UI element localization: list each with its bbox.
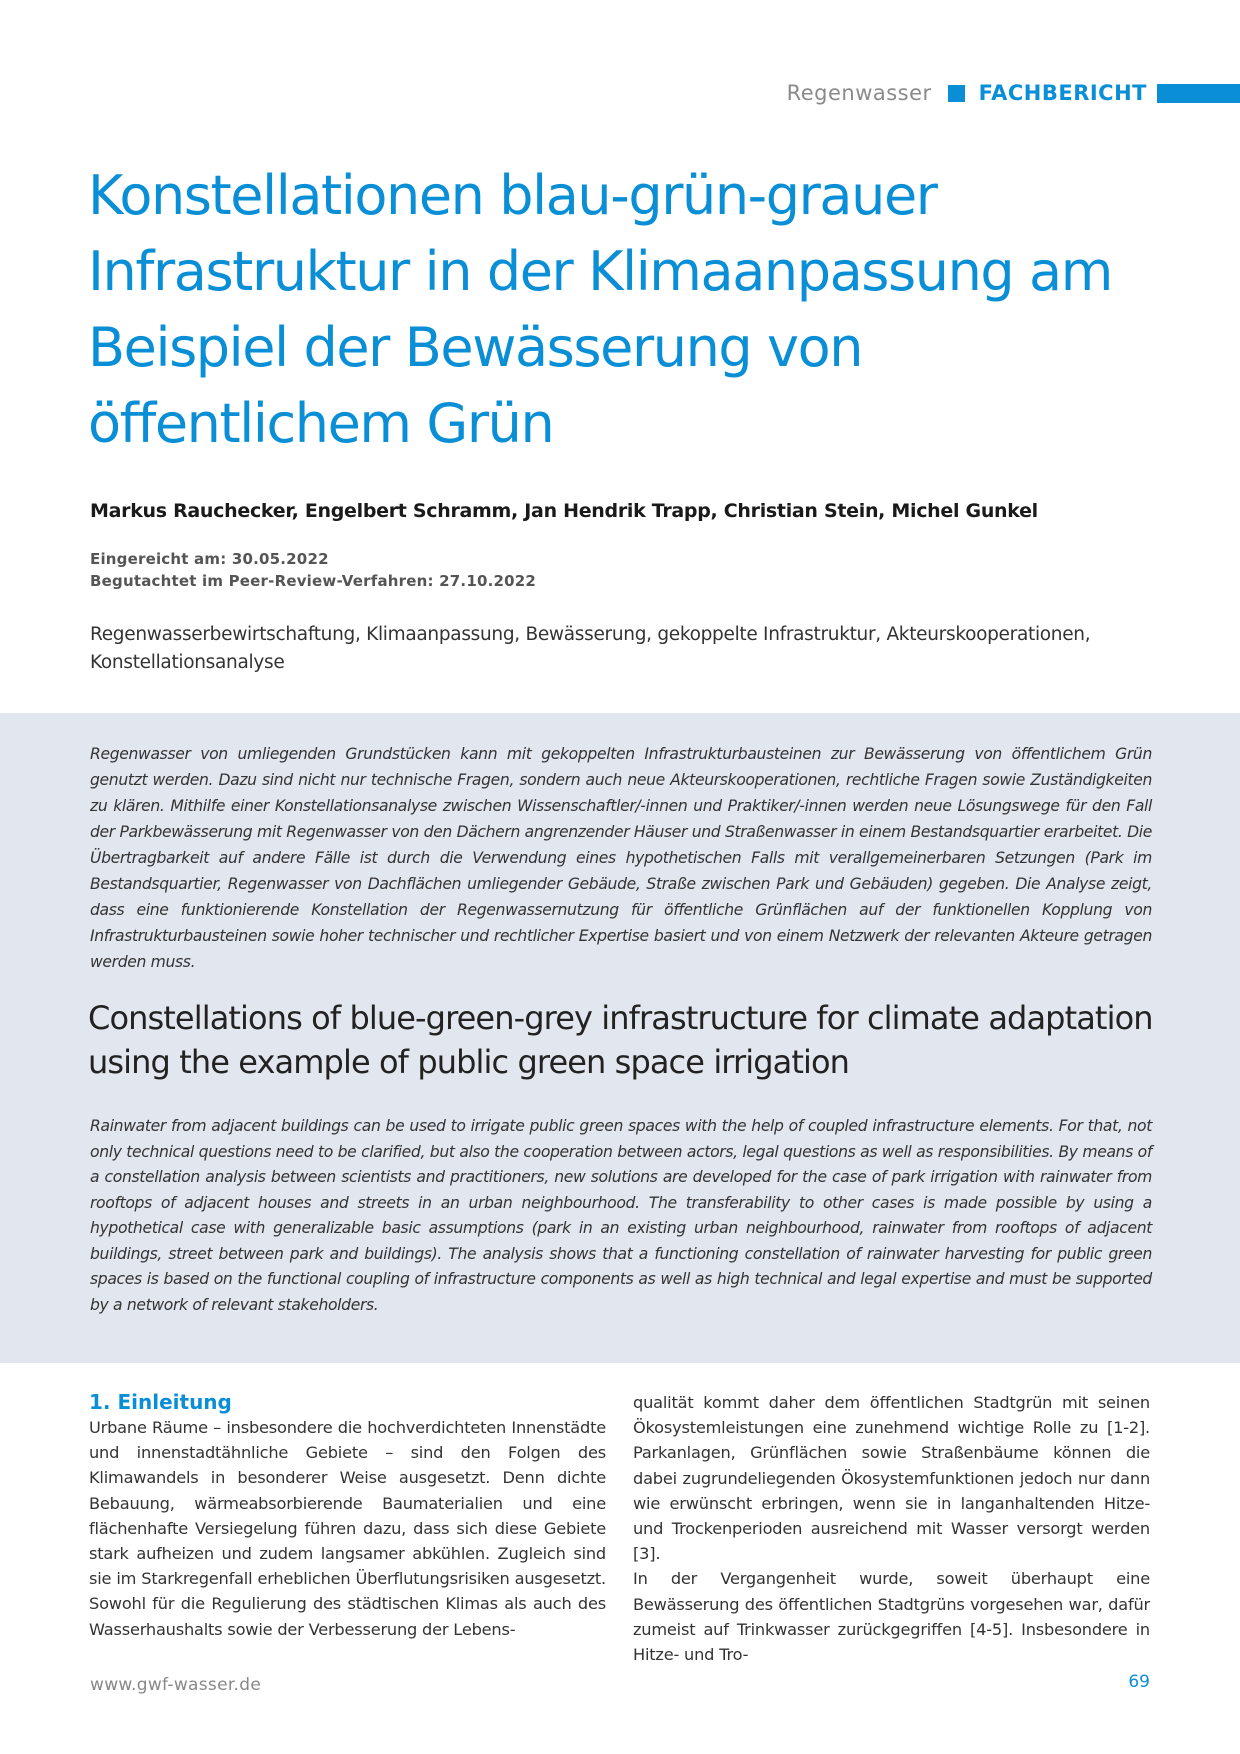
english-title: Constellations of blue-green-grey infrastructure for climate adaptation using the example of public green space irrigation [88,999,1153,1081]
page-number: 69 [1128,1672,1150,1692]
section-heading: 1. Einleitung [89,1390,232,1414]
reviewed-date: Begutachtet im Peer-Review-Verfahren: 27.10.2022 [90,572,537,590]
body-paragraph: Urbane Räume – insbesondere die hochverdichteten Innenstädte und innenstadtähnliche Gebiete – sind den Folgen des Klimawandels in besonderer Weise ausgesetzt. Denn dichte Bebauung, wärmeabsorbierende Baumaterialien und eine flächenhafte Versiegelung führen dazu, dass sich diese Gebiete stark aufheizen und zudem langsamer abkühlen. Zugleich sind sie im Starkregenfall erheblichen Überflutungsrisiken ausgesetzt. Sowohl für die Regulierung des städtischen Klimas als auch des Wasserhaushalts sowie der Verbesserung der Lebens- [89,1418,606,1639]
body-paragraph: In der Vergangenheit wurde, soweit überhaupt eine Bewässerung des öffentlichen Stadtgrüns vorgesehen war, dafür zumeist auf Trinkwasser zurückgegriffen [4-5]. Insbesondere in Hitze- und Tro- [633,1569,1150,1665]
article-title: Konstellationen blau-grün-grauer Infrastruktur in der Klimaanpassung am Beispiel der Bewässerung von öffentlichem Grün [88,164,1112,455]
running-header [787,80,1240,106]
header-accent-bar [1157,84,1240,103]
submitted-date: Eingereicht am: 30.05.2022 [90,550,329,568]
body-column-right [633,1390,1150,1667]
header-square-icon [948,85,965,102]
authors: Markus Rauchecker, Engelbert Schramm, Jan Hendrik Trapp, Christian Stein, Michel Gunkel [90,500,1038,522]
header-section: Regenwasser [786,81,932,105]
abstract-english: Rainwater from adjacent buildings can be used to irrigate public green spaces with the help of coupled infrastructure elements. For that, not only technical questions need to be clarified, but also the cooperation between actors, legal questions as well as responsibilities. By means of a constellation analysis between scientists and practitioners, new solutions are developed for the case of park irrigation with rainwater from rooftops of adjacent houses and streets in an urban neighbourhood. The transferability to other cases is made possible by using a hypothetical case with generalizable basic assumptions (park in an existing urban neighbourhood, rainwater from rooftops of adjacent buildings, street between park and buildings). The analysis shows that a functioning constellation of rainwater harvesting for public green spaces is based on the functional coupling of infrastructure components as well as high technical and legal expertise and must be supported by a network of relevant stakeholders. [90,1117,1152,1314]
keywords: Regenwasserbewirtschaftung, Klimaanpassung, Bewässerung, gekoppelte Infrastruktur, Akteurskooperationen, Konstellationsanalyse [90,624,1091,673]
footer-url: www.gwf-wasser.de [90,1675,262,1695]
abstract-german: Regenwasser von umliegenden Grundstücken kann mit gekoppelten Infrastrukturbausteinen zur Bewässerung von öffentlichem Grün genutzt werden. Dazu sind nicht nur technische Fragen, sondern auch neue Akteurskooperationen, rechtliche Fragen sowie Zuständigkeiten zu klären. Mithilfe einer Konstellationsanalyse zwischen Wissenschaftler/-innen und Praktiker/-innen werden neue Lösungswege für den Fall der Parkbewässerung mit Regenwasser von den Dächern angrenzender Häuser und Straßenwasser in einem Bestandsquartier erarbeitet. Die Übertragbarkeit auf andere Fälle ist durch die Verwendung eines hypothetischen Falls mit verallgemeinerbaren Setzungen (Park im Bestandsquartier, Regenwasser von Dachflächen umliegender Gebäude, Straße zwischen Park und Gebäuden) gegeben. Die Analyse zeigt, dass eine funktionierende Konstellation der Regenwassernutzung für öffentliche Grünflächen auf der funktionellen Kopplung von Infrastrukturbausteinen sowie hoher technischer und rechtlicher Expertise basiert und von einem Netzwerk der relevanten Akteure getragen werden muss. [90,745,1152,971]
submission-dates [90,548,536,592]
body-paragraph: qualität kommt daher dem öffentlichen Stadtgrün mit seinen Ökosystemleistungen eine zunehmend wichtige Rolle zu [1-2]. Parkanlagen, Grünflächen sowie Straßenbäume können die dabei zugrundeliegenden Ökosystemfunktionen jedoch nur dann wie erwünscht erbringen, wenn sie in langanhaltenden Hitze- und Trockenperioden ausreichend mit Wasser versorgt werden [3]. [633,1393,1150,1564]
body-column-left [89,1415,606,1642]
header-category: FACHBERICHT [978,81,1147,105]
